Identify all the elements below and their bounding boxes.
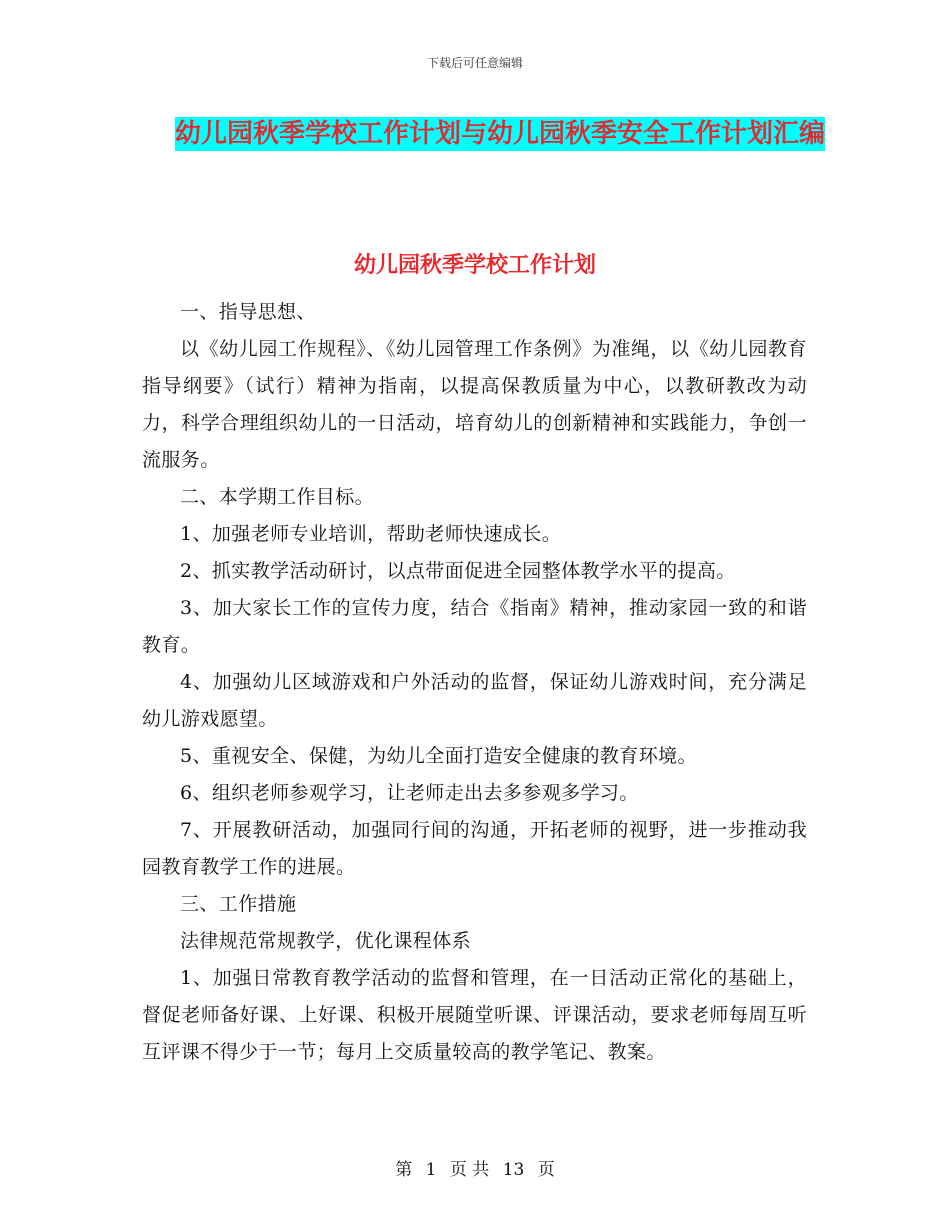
document-body xyxy=(142,294,807,1071)
paragraph: 4、加强幼儿区域游戏和户外活动的监督，保证幼儿游戏时间，充分满足幼儿游戏愿望。 xyxy=(142,671,807,730)
section-title: 幼儿园秋季学校工作计划 xyxy=(353,253,596,278)
paragraph: 3、加大家长工作的宣传力度，结合《指南》精神，推动家园一致的和谐教育。 xyxy=(142,597,807,656)
paragraph: 以《幼儿园工作规程》、《幼儿园管理工作条例》为准绳，以《幼儿园教育指导纲要》（试行）精神为指南，以提高保教质量为中心，以教研教改为动力，科学合理组织幼儿的一日活动，培育幼儿的创新精神和实践能力，争创一流服务。 xyxy=(142,338,807,471)
page-number: 1 xyxy=(425,1160,437,1180)
page-total: 13 xyxy=(502,1160,525,1180)
paragraph: 1、加强老师专业培训，帮助老师快速成长。 xyxy=(180,523,562,545)
paragraph: 一、指导思想、 xyxy=(180,301,316,323)
paragraph: 法律规范常规教学，优化课程体系 xyxy=(180,930,472,952)
document-title-text: 幼儿园秋季学校工作计划与幼儿园秋季安全工作计划汇编 xyxy=(174,119,825,149)
page-footer xyxy=(0,1155,950,1180)
paragraph: 6、组织老师参观学习，让老师走出去多参观多学习。 xyxy=(180,782,639,804)
page-label-prefix: 第 xyxy=(395,1160,413,1180)
page-label-mid: 页 共 xyxy=(449,1160,490,1180)
paragraph: 三、工作措施 xyxy=(180,893,297,915)
paragraph: 5、重视安全、保健，为幼儿全面打造安全健康的教育环境。 xyxy=(180,745,697,767)
document-title xyxy=(140,110,860,158)
header-note: 下载后可任意编辑 xyxy=(426,56,523,70)
paragraph: 2、抓实教学活动研讨，以点带面促进全园整体教学水平的提高。 xyxy=(180,560,736,582)
paragraph: 7、开展教研活动，加强同行间的沟通，开拓老师的视野，进一步推动我园教育教学工作的进展。 xyxy=(142,819,807,878)
paragraph: 二、本学期工作目标。 xyxy=(180,486,375,508)
page-label-suffix: 页 xyxy=(537,1160,555,1180)
paragraph: 1、加强日常教育教学活动的监督和管理，在一日活动正常化的基础上，督促老师备好课、上好课、积极开展随堂听课、评课活动，要求老师每周互听互评课不得少于一节；每月上交质量较高的教学笔记、教案。 xyxy=(142,967,807,1063)
